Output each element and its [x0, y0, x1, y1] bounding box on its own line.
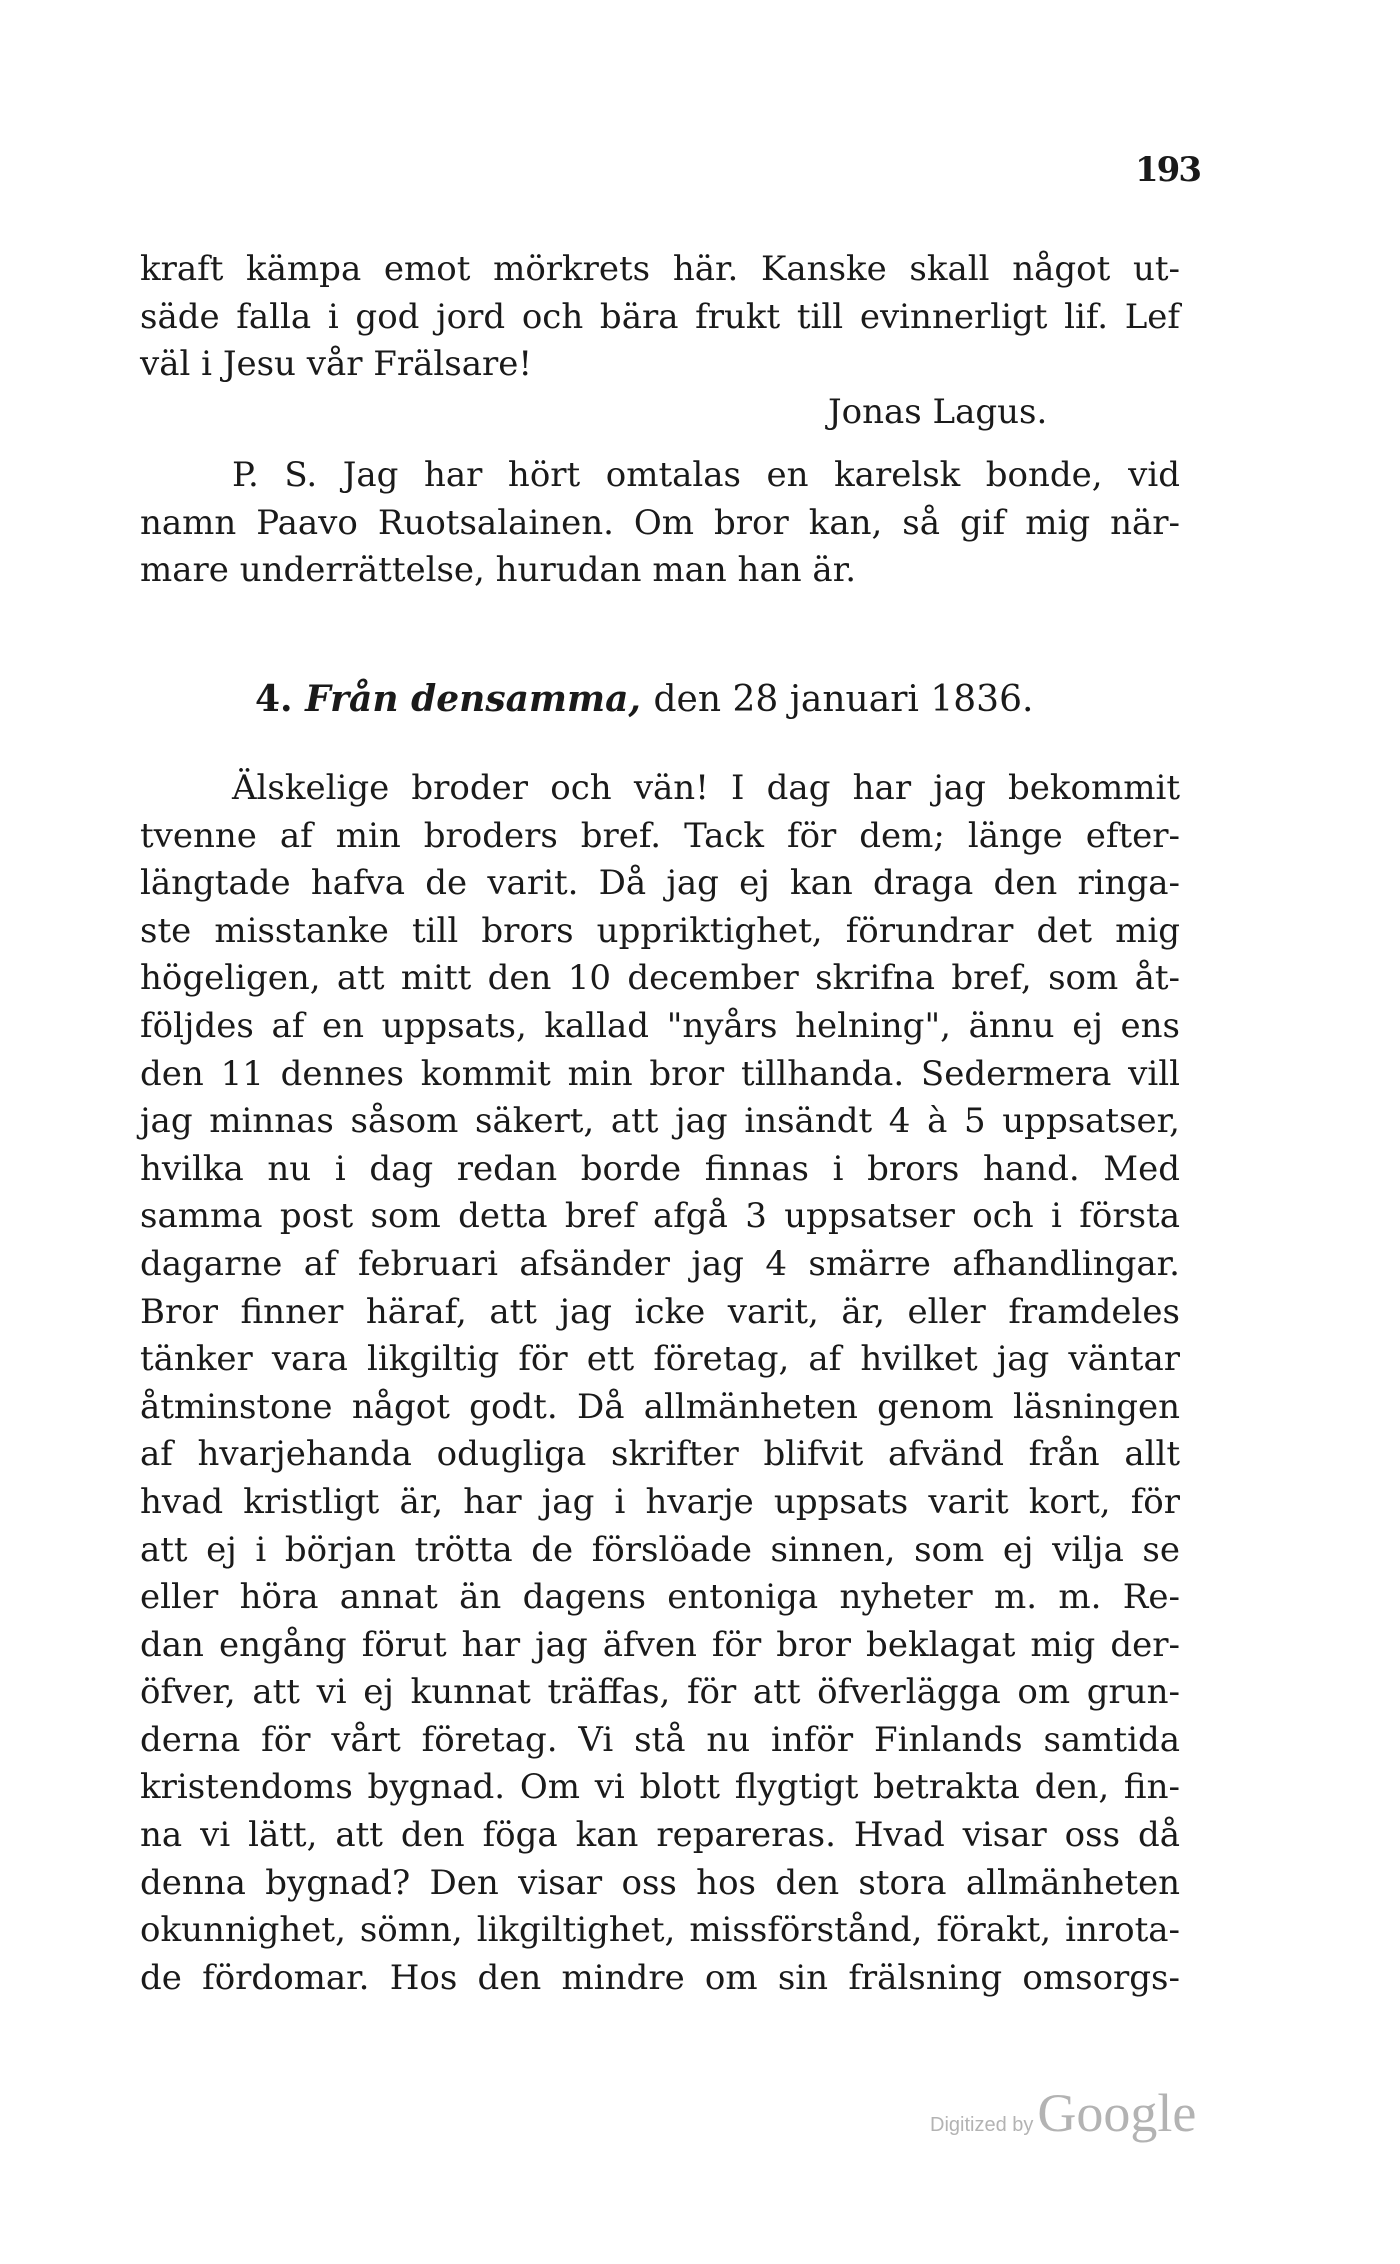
page-number: 193	[1135, 150, 1200, 190]
text-line: längtade hafva de varit. Då jag ej kan draga den ringa-	[140, 863, 1180, 904]
text-line: Älskelige broder och vän! I dag har jag bekommit	[232, 768, 1180, 808]
section-number: 4.	[255, 678, 293, 720]
text-line: säde falla i god jord och bära frukt till evinnerligt lif. Lef	[140, 296, 1180, 337]
text-line: dagarne af februari afsänder jag 4 smärre afhandlingar.	[140, 1243, 1180, 1284]
letter-closing	[140, 246, 1180, 389]
google-logo: Google	[1037, 2083, 1197, 2143]
text-line: de fördomar. Hos den mindre om sin frälsning omsorgs-	[140, 1957, 1180, 1998]
text-line: att ej i början trötta de förslöade sinnen, som ej vilja se	[140, 1529, 1180, 1570]
text-line: väl i Jesu vår Frälsare!	[140, 344, 533, 385]
section-title: Från densamma,	[305, 678, 641, 720]
text-line: na vi lätt, att den föga kan repareras. Hvad visar oss då	[140, 1815, 1180, 1856]
digitized-watermark	[930, 2082, 1196, 2144]
text-line: Bror finner häraf, att jag icke varit, är, eller framdeles	[140, 1291, 1180, 1332]
text-line: högeligen, att mitt den 10 december skrifna bref, som åt-	[140, 958, 1180, 999]
text-line: denna bygnad? Den visar oss hos den stora allmänheten	[140, 1862, 1180, 1903]
text-line: kristendoms bygnad. Om vi blott flygtigt betrakta den, fin-	[140, 1767, 1180, 1808]
watermark-prefix: Digitized by	[930, 2114, 1034, 2136]
postscript	[140, 452, 1180, 595]
text-line: mare underrättelse, hurudan man han är.	[140, 550, 857, 591]
text-line: namn Paavo Ruotsalainen. Om bror kan, så gif mig när-	[140, 502, 1180, 543]
text-line: kraft kämpa emot mörkrets här. Kanske skall något ut-	[140, 249, 1180, 289]
section-date: den 28 januari 1836.	[653, 679, 1034, 720]
text-line: hvad kristligt är, har jag i hvarje uppsats varit kort, för	[140, 1481, 1180, 1522]
text-line: af hvarjehanda odugliga skrifter blifvit afvänd från allt	[140, 1434, 1180, 1475]
text-line: dan engång förut har jag äfven för bror beklagat mig der-	[140, 1624, 1180, 1665]
text-line: åtminstone något godt. Då allmänheten genom läsningen	[140, 1386, 1180, 1427]
text-line: okunnighet, sömn, likgiltighet, missförstånd, förakt, inrota-	[140, 1910, 1180, 1951]
text-line: P. S. Jag har hört omtalas en karelsk bonde, vid	[232, 455, 1180, 495]
text-line: eller höra annat än dagens entoniga nyheter m. m. Re-	[140, 1577, 1180, 1618]
signature: Jonas Lagus.	[828, 392, 1048, 432]
text-line: ste misstanke till brors uppriktighet, förundrar det mig	[140, 910, 1180, 951]
text-line: derna för vårt företag. Vi stå nu inför Finlands samtida	[140, 1719, 1180, 1760]
text-line: tvenne af min broders bref. Tack för dem; länge efter-	[140, 815, 1180, 856]
text-line: den 11 dennes kommit min bror tillhanda. Sedermera vill	[140, 1053, 1180, 1094]
text-line: öfver, att vi ej kunnat träffas, för att öfverlägga om grun-	[140, 1672, 1180, 1713]
text-line: jag minnas såsom säkert, att jag insändt 4 à 5 uppsatser,	[140, 1101, 1180, 1142]
letter-body	[140, 765, 1180, 2002]
text-line: följdes af en uppsats, kallad "nyårs helning", ännu ej ens	[140, 1005, 1180, 1046]
text-line: samma post som detta bref afgå 3 uppsatser och i första	[140, 1196, 1180, 1237]
text-line: hvilka nu i dag redan borde finnas i brors hand. Med	[140, 1148, 1180, 1189]
text-line: tänker vara likgiltig för ett företag, af hvilket jag väntar	[140, 1339, 1180, 1380]
section-heading	[255, 674, 1033, 725]
